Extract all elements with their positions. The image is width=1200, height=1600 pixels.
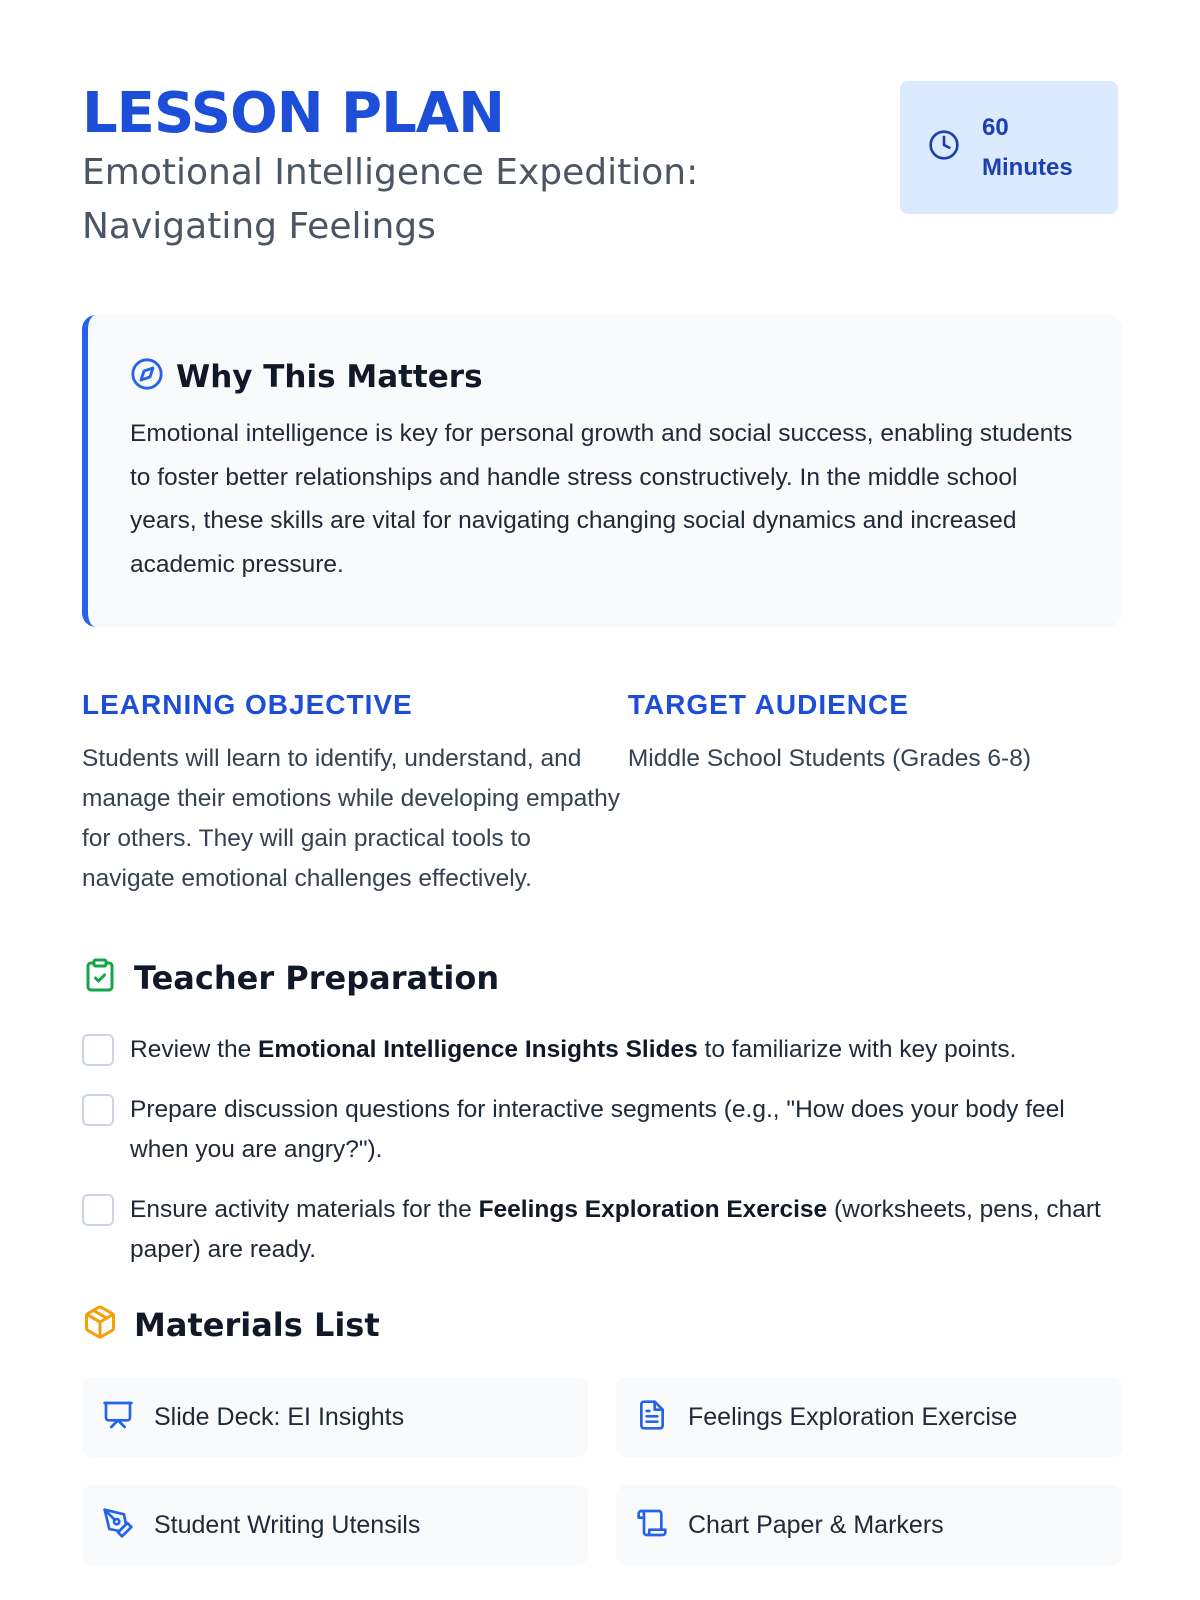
prep-item-text: Review the Emotional Intelligence Insights Slides to familiarize with key points. xyxy=(130,1036,1017,1063)
pen-tool-icon xyxy=(102,1507,134,1544)
learning-objective xyxy=(82,687,628,899)
scroll-icon xyxy=(636,1507,668,1544)
duration-badge xyxy=(900,81,1118,214)
prep-item-text: Prepare discussion questions for interactive segments (e.g., "How does your body feel when you are angry?"). xyxy=(130,1096,1065,1163)
prep-checkbox-3[interactable] xyxy=(82,1194,114,1226)
title-block xyxy=(82,80,782,254)
material-label: Slide Deck: EI Insights xyxy=(154,1402,405,1431)
prep-heading-text: Teacher Preparation xyxy=(134,958,500,997)
material-label: Student Writing Utensils xyxy=(154,1510,421,1539)
header xyxy=(82,80,1118,254)
audience-label: TARGET AUDIENCE xyxy=(627,689,909,720)
prep-checkbox-1[interactable] xyxy=(82,1034,114,1066)
why-heading-text: Why This Matters xyxy=(176,358,483,395)
clock-icon xyxy=(928,129,960,166)
material-item xyxy=(82,1485,588,1565)
package-icon xyxy=(82,1304,118,1345)
why-body: Emotional intelligence is key for personal growth and social success, enabling students to foster better relationships and handle stress constructively. In the middle school years, these skills are vital for navigating changing social dynamics and increased academic pressure. xyxy=(130,420,1073,578)
doc-type: LESSON PLAN xyxy=(82,81,504,146)
prep-item xyxy=(82,1090,1118,1170)
compass-icon xyxy=(130,357,164,396)
prep-checklist xyxy=(82,1030,1118,1270)
materials-grid xyxy=(82,1377,1118,1565)
duration-unit: Minutes xyxy=(982,153,1073,181)
prep-heading xyxy=(82,957,1118,998)
material-label: Feelings Exploration Exercise xyxy=(688,1402,1018,1431)
why-heading xyxy=(130,357,1082,396)
materials-list xyxy=(82,1304,1118,1565)
audience-text: Middle School Students (Grades 6-8) xyxy=(627,745,1031,772)
material-item xyxy=(616,1485,1122,1565)
presentation-icon xyxy=(102,1399,134,1436)
objective-audience-row xyxy=(82,687,1118,899)
prep-item-text: Ensure activity materials for the Feelings Exploration Exercise (worksheets, pens, chart paper) are ready. xyxy=(130,1196,1101,1263)
objective-label: LEARNING OBJECTIVE xyxy=(82,689,413,720)
material-item xyxy=(616,1377,1122,1457)
prep-item xyxy=(82,1190,1118,1270)
material-item xyxy=(82,1377,588,1457)
duration-text xyxy=(982,108,1073,188)
duration-value: 60 xyxy=(982,113,1009,141)
materials-heading-text: Materials List xyxy=(134,1305,380,1344)
objective-text: Students will learn to identify, understand, and manage their emotions while developing empathy for others. They will gain practical tools to navigate emotional challenges effectively. xyxy=(82,745,620,892)
materials-heading xyxy=(82,1304,1118,1345)
document-icon xyxy=(636,1399,668,1436)
target-audience xyxy=(628,687,1118,899)
prep-checkbox-2[interactable] xyxy=(82,1094,114,1126)
clipboard-check-icon xyxy=(82,957,118,998)
lesson-title: Emotional Intelligence Expedition: Navigating Feelings xyxy=(82,152,699,247)
why-this-matters-card xyxy=(82,315,1122,627)
material-label: Chart Paper & Markers xyxy=(688,1510,944,1539)
prep-item xyxy=(82,1030,1118,1070)
teacher-preparation xyxy=(82,957,1118,1270)
